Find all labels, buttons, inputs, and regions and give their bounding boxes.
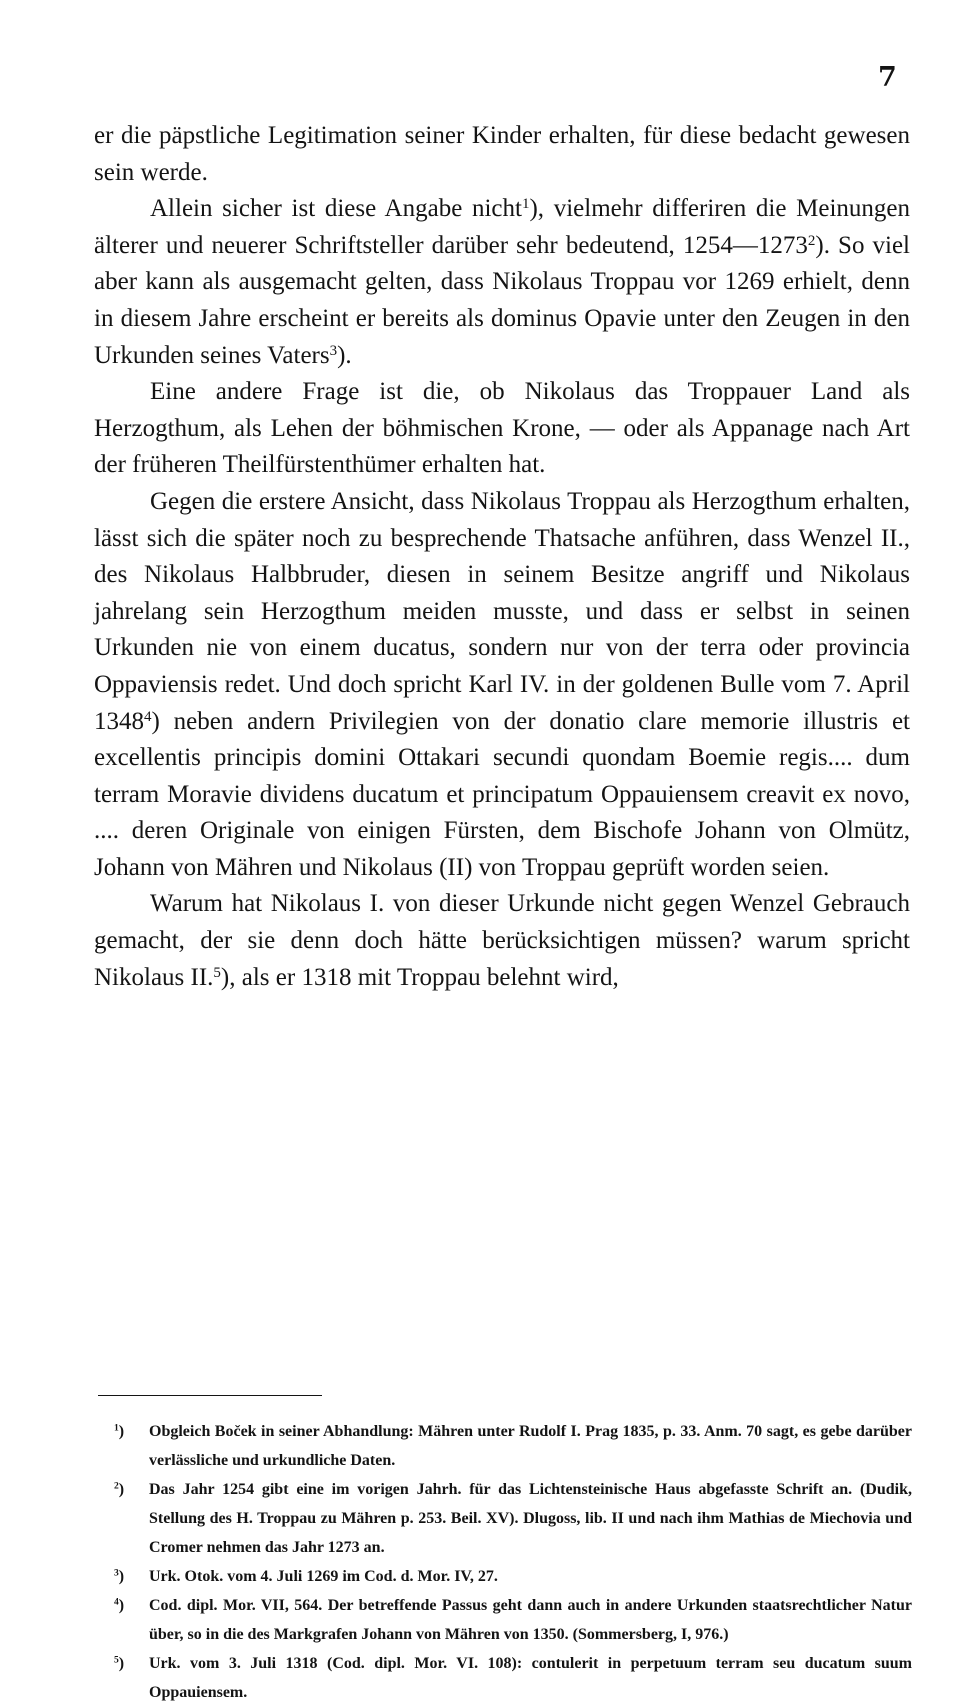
text-run: Warum hat Nikolaus I. von dieser Urkunde nicht gegen Wenzel Gebrauch gemacht, der sie denn doch hätte berücksichtigen müssen? warum spricht Nikolaus II. xyxy=(94,890,910,991)
text-run: ) neben andern Privilegien von der donatio clare memorie illustris et excellentis principis domini Ottakari secundi quondam Boemie regis.... dum terram Moravie dividens ducatum et principatum Oppauiensem creavit ex novo, .... deren Originale von einigen Fürsten, dem Bischofe Johann von Olmütz, Johann von Mähren und Nikolaus (II) von Troppau geprüft worden seien. xyxy=(94,707,910,881)
body-text xyxy=(94,118,910,996)
footnotes xyxy=(114,1417,912,1707)
footnote xyxy=(114,1562,912,1591)
text-run: ), als er 1318 mit Troppau belehnt wird, xyxy=(220,963,619,991)
paragraph xyxy=(94,484,910,887)
footnote-text: Cod. dipl. Mor. VII, 564. Der betreffende Passus geht dann auch in andere Urkunden staatsrechtlicher Natur über, so in die des Markgrafen Johann von Mähren von 1350. (Sommersberg, I, 976.) xyxy=(149,1597,912,1643)
footnote-ref-2: 2 xyxy=(807,232,816,249)
footnote-divider xyxy=(98,1395,322,1396)
text-run: Eine andere Frage ist die, ob Nikolaus das Troppauer Land als Herzogthum, als Lehen der böhmischen Krone, — oder als Appanage nach Art der früheren Theilfürstenthümer erhalten hat. xyxy=(94,378,910,479)
paragraph xyxy=(94,886,910,996)
paragraph xyxy=(94,118,910,191)
text-run: Gegen die erstere Ansicht, dass Nikolaus Troppau als Herzogthum erhalten, lässt sich die später noch zu besprechende Thatsache anführen, dass Wenzel II., des Nikolaus Halbbruder, diesen in seinem Besitze angriff und Nikolaus jahrelang sein Herzogthum meiden musste, und dass er selbst in seinen Urkunden nie von einem ducatus, sondern nur von der terra oder provincia Oppaviensis redet. Und doch spricht Karl IV. in der goldenen Bulle vom 7. April 1348 xyxy=(94,487,910,735)
text-run: ). So viel aber kann als ausgemacht gelten, dass Nikolaus Troppau vor 1269 erhielt, denn in diesem Jahre erscheint er bereits als dominus Opavie unter den Zeugen in den Urkunden seines Vaters xyxy=(94,231,911,369)
text-run: ), vielmehr differiren die Meinungen älterer und neuerer Schriftsteller darüber sehr bedeutend, 1254—1273 xyxy=(94,195,910,259)
footnote-ref-4: 4 xyxy=(144,708,152,725)
text-run: er die päpstliche Legitimation seiner Kinder erhalten, für diese bedacht gewesen sein werde. xyxy=(94,122,910,186)
footnote-ref-1: 1 xyxy=(521,195,530,212)
footnote xyxy=(114,1417,912,1475)
paragraph xyxy=(94,374,910,484)
footnote xyxy=(114,1475,912,1562)
footnote-ref-3: 3 xyxy=(329,342,338,359)
footnote-mark: $^5$) xyxy=(114,1654,125,1672)
footnote-ref-5: 5 xyxy=(213,964,221,981)
footnote xyxy=(114,1649,912,1707)
footnote-mark: $^3$) xyxy=(114,1567,125,1585)
text-run: Allein sicher ist diese Angabe nicht xyxy=(150,195,522,223)
footnote-mark: $^1$) xyxy=(114,1422,125,1440)
footnote-text: Urk. Otok. vom 4. Juli 1269 im Cod. d. Mor. IV, 27. xyxy=(149,1568,498,1585)
footnote-mark: $^4$) xyxy=(114,1596,125,1614)
page-number: 7 xyxy=(878,62,897,93)
text-run: ). xyxy=(337,341,352,369)
footnote-text: Das Jahr 1254 gibt eine im vorigen Jahrh. für das Lichtensteinische Haus abgefasste Schrift an. (Dudik, Stellung des H. Troppau zu Mähren p. 253. Beil. XV). Dlugoss, lib. II und nach ihm Mathias de Miechovia und Cromer nehmen das Jahr 1273 an. xyxy=(149,1481,912,1556)
footnote-mark: $^2$) xyxy=(114,1480,125,1498)
footnote-text: Urk. vom 3. Juli 1318 (Cod. dipl. Mor. VI. 108): contulerit in perpetuum terram seu ducatum suum Oppauiensem. xyxy=(149,1655,912,1701)
footnote-text: Obgleich Boček in seiner Abhandlung: Mähren unter Rudolf I. Prag 1835, p. 33. Anm. 70 sagt, es gebe darüber verlässliche und urkundliche Daten. xyxy=(149,1423,912,1469)
footnote xyxy=(114,1591,912,1649)
paragraph xyxy=(94,191,910,374)
